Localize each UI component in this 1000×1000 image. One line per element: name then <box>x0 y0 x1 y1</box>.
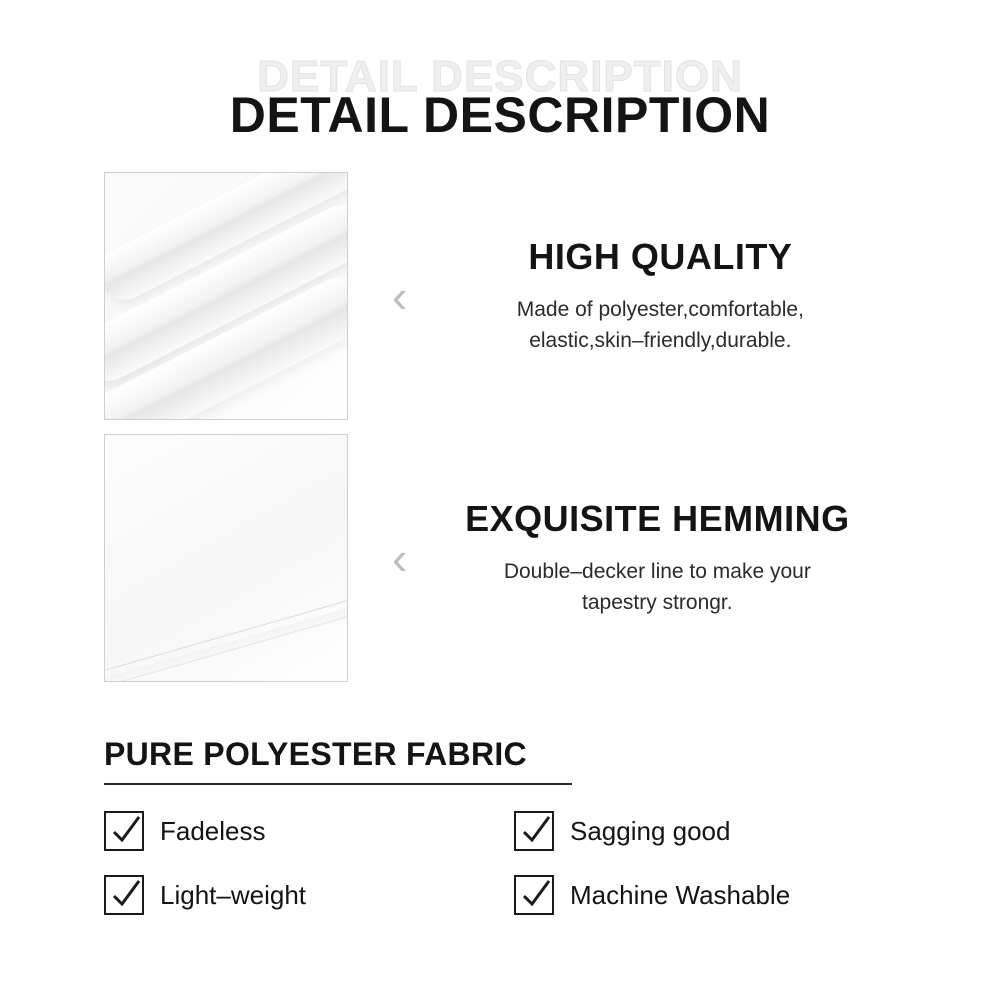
feature-body-line: elastic,skin–friendly,durable. <box>529 329 792 352</box>
checkmark-icon <box>104 811 144 851</box>
feature-text-exquisite-hemming <box>407 498 907 619</box>
checklist-label: Sagging good <box>570 815 731 846</box>
fabric-photo-hemming <box>104 434 348 682</box>
section-divider <box>104 783 572 785</box>
feature-row-exquisite-hemming <box>104 434 907 682</box>
list-item <box>104 875 514 915</box>
checkmark-icon <box>514 811 554 851</box>
chevron-left-icon: ‹ <box>392 532 408 584</box>
chevron-left-icon: ‹ <box>392 270 408 322</box>
list-item <box>514 811 896 851</box>
page-header <box>0 34 1000 144</box>
page-title: DETAIL DESCRIPTION <box>229 87 771 143</box>
checkmark-icon <box>104 875 144 915</box>
fabric-photo-high-quality <box>104 172 348 420</box>
checkmark-icon <box>514 875 554 915</box>
feature-body-line: Double–decker line to make your <box>503 559 811 583</box>
pure-polyester-fabric-section <box>104 736 896 915</box>
feature-text-high-quality <box>425 236 895 357</box>
header-ghost-title: DETAIL DESCRIPTION <box>257 52 743 101</box>
checklist-label: Fadeless <box>160 815 266 846</box>
list-item <box>514 875 896 915</box>
feature-checklist <box>104 811 896 915</box>
feature-heading: HIGH QUALITY <box>528 235 793 277</box>
feature-body-line: tapestry strongr. <box>582 591 733 614</box>
list-item <box>104 811 514 851</box>
feature-heading: EXQUISITE HEMMING <box>465 497 850 539</box>
feature-body-line: Made of polyester,comfortable, <box>516 297 804 321</box>
checklist-label: Machine Washable <box>570 879 791 910</box>
feature-row-high-quality <box>104 172 895 420</box>
checklist-label: Light–weight <box>160 879 306 910</box>
section-title: PURE POLYESTER FABRIC <box>104 736 527 772</box>
